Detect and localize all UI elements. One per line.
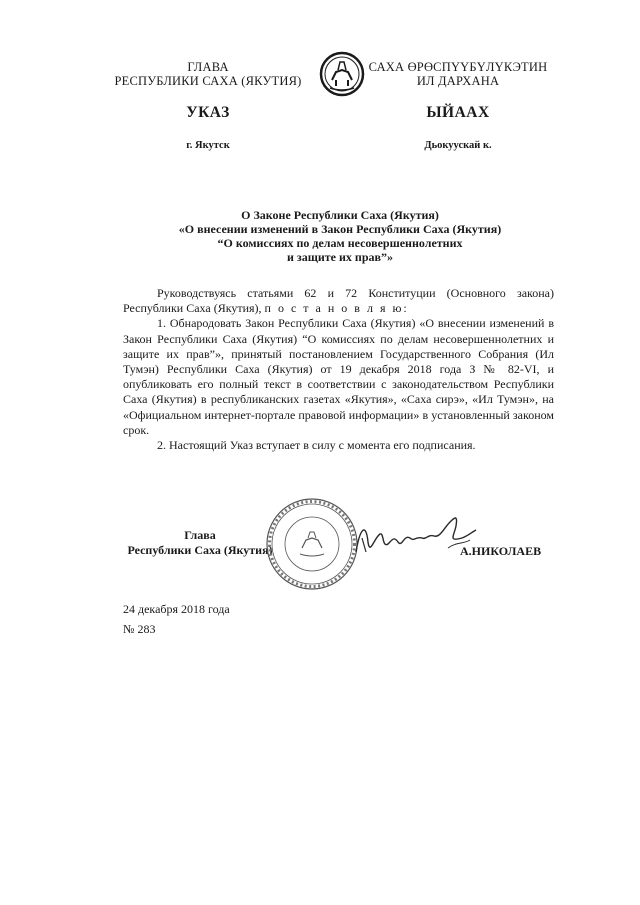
intro-text: Руководствуясь статьями 62 и 72 Конституции (Основного закона) Республики Саха (Якутия), bbox=[123, 286, 554, 316]
item-2: 2. Настоящий Указ вступает в силу с момента его подписания. bbox=[157, 438, 476, 453]
signatory-title bbox=[120, 528, 280, 558]
title-line-4: и защите их прав”» bbox=[287, 250, 393, 264]
title-line-2: «О внесении изменений в Закон Республики Саха (Якутия) bbox=[178, 222, 502, 236]
item-1: 1. Обнародовать Закон Республики Саха (Якутия) «О внесении изменений в Закон Республики Саха (Якутия) “О комиссиях по делам несовершеннолетних и защите их прав”», принятый постановлением Государственного Собрания (Ил Тумэн) Республики Саха (Якутия) от 19 декабря 2018 года З № 82-VI, и опубликовать его полный текст в соответствии с законодательством Республики Саха (Якутия) в республиканских газетах «Якутия», «Саха сирэ», «Ил Тумэн», на «Официальном интернет-портале правовой информации» в установленный законом срок. bbox=[123, 316, 554, 437]
signatory-title-line-2: Республики Саха (Якутия) bbox=[127, 543, 273, 557]
city-ru: г. Якутск bbox=[186, 140, 230, 151]
handwritten-signature-icon bbox=[352, 508, 480, 568]
doc-type-ru: УКАЗ bbox=[186, 104, 230, 121]
decree-body bbox=[123, 286, 554, 453]
header-right-line-1: САХА ӨРӨСПҮҮБҮЛҮКЭТИН bbox=[368, 60, 548, 74]
decree-number: № 283 bbox=[123, 622, 156, 636]
intro-paragraph bbox=[123, 286, 554, 316]
official-seal-icon bbox=[264, 496, 360, 592]
city-sakha: Дьокуускай к. bbox=[424, 140, 492, 151]
decree-title bbox=[120, 208, 560, 264]
title-line-3: “О комиссиях по делам несовершеннолетних bbox=[217, 236, 463, 250]
signatory-name: А.НИКОЛАЕВ bbox=[460, 544, 542, 558]
signatory-title-line-1: Глава bbox=[184, 528, 216, 542]
title-line-1: О Законе Республики Саха (Якутия) bbox=[241, 208, 439, 222]
header-left-line-2: РЕСПУБЛИКИ САХА (ЯКУТИЯ) bbox=[114, 74, 302, 88]
decree-date: 24 декабря 2018 года bbox=[123, 602, 230, 616]
header-right-line-2: ИЛ ДАРХАНА bbox=[416, 74, 500, 88]
decree-word: п о с т а н о в л я ю: bbox=[264, 301, 409, 316]
header-left-block bbox=[108, 60, 308, 88]
header-left-line-1: ГЛАВА bbox=[187, 60, 229, 74]
doc-type-sakha: ЫЙААХ bbox=[426, 104, 490, 121]
header-right-block bbox=[352, 60, 564, 88]
